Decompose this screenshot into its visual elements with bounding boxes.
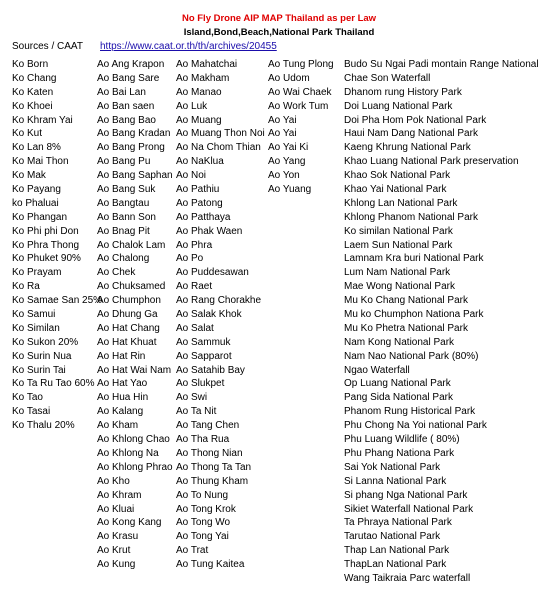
islands-column (12, 58, 102, 433)
list-item: Ao Tong Krok (176, 503, 236, 515)
list-item: Ao Manao (176, 86, 222, 98)
list-item: Ko Ra (12, 281, 40, 293)
list-item: ThapLan National Park (344, 559, 447, 571)
list-item: Ao Puddesawan (176, 267, 249, 279)
list-item: Ao Ang Krapon (97, 59, 165, 70)
list-item: Ao Tang Chen (176, 420, 240, 432)
list-item: Tarutao National Park (344, 531, 441, 543)
list-item: Ao Thong Nian (176, 447, 243, 459)
national-parks-column (344, 58, 539, 586)
list-item: Si Lanna National Park (344, 475, 447, 487)
list-item: Ao Raet (176, 281, 213, 293)
list-item: Ao Hat Rin (97, 350, 146, 362)
list-item: Ko Surin Nua (12, 350, 72, 362)
list-item: Ao Hat Chang (97, 322, 160, 334)
list-item: Nam Kong National Park (344, 336, 455, 348)
list-item: Sikiet Waterfall National Park (344, 503, 474, 515)
list-item: Ao Khlong Na (97, 447, 159, 459)
list-item: Ko Surin Tai (12, 364, 66, 376)
list-item: Ao Tha Rua (176, 434, 230, 446)
list-item: Ao Wai Chaek (268, 86, 332, 98)
list-item: Ao Bang Pu (97, 156, 151, 168)
list-item: Ao Bang Suk (97, 184, 156, 196)
list-item: Ko Khram Yai (12, 114, 73, 126)
list-item: Ao Salat (176, 322, 214, 334)
list-item: Ao Kho (97, 475, 130, 487)
list-item: Ao Bang Bao (97, 114, 156, 126)
list-item: Budo Su Ngai Padi montain Range National (344, 59, 539, 70)
list-item: Ko Tasai (12, 406, 51, 418)
list-item: Ao Luk (176, 100, 208, 112)
list-item: Ao Hat Khuat (97, 336, 157, 348)
list-item: Ao Bang Sare (97, 72, 160, 84)
list-item: Ko Tao (12, 392, 43, 404)
list-item: Ko Kut (12, 128, 43, 140)
source-link[interactable]: https://www.caat.or.th/th/archives/20455 (100, 41, 277, 52)
list-item: Ko Khoei (12, 100, 53, 112)
list-item: Ao Tong Yai (176, 531, 229, 543)
list-item: Ao To Nung (176, 489, 229, 501)
list-item: Mae Wong National Park (344, 281, 455, 293)
list-item: Ao Krasu (97, 531, 139, 543)
list-item: Ao Sammuk (176, 336, 231, 348)
list-item: Ao Yai Ki (268, 142, 309, 154)
list-item: Ao Makham (176, 72, 230, 84)
bays-column-a (97, 58, 173, 572)
list-item: Ao Kung (97, 559, 136, 571)
list-item: Ao Slukpet (176, 378, 225, 390)
list-item: Ko Similan (12, 322, 60, 334)
page-subtitle: Island,Bond,Beach,National Park Thailand (183, 27, 375, 38)
list-item: Ao Mahatchai (176, 59, 238, 70)
list-item: Ao Na Chom Thian (176, 142, 261, 154)
list-item: Si phang Nga National Park (344, 489, 468, 501)
list-item: Ao Khlong Chao (97, 434, 170, 446)
list-item: Ao NaKlua (176, 156, 224, 168)
list-item: Ko Samui (12, 309, 56, 321)
list-item: Dhanom rung History Park (344, 86, 462, 98)
list-item: Wang Taikraia Parc waterfall (344, 572, 471, 584)
list-item: Ao Bann Son (97, 211, 156, 223)
list-item: Ko Mak (12, 170, 46, 182)
list-item: Ao Tung Kaitea (176, 559, 245, 571)
list-item: Ko Prayam (12, 267, 62, 279)
list-item: Laem Sun National Park (344, 239, 453, 251)
list-item: Ao Tung Plong (268, 59, 334, 70)
list-item: Ao Pathiu (176, 184, 220, 196)
list-item: Ao Yai (268, 114, 297, 126)
list-item: Ao Chuksamed (97, 281, 166, 293)
list-item: Ao Work Tum (268, 100, 329, 112)
list-item: Ao Kong Kang (97, 517, 162, 529)
list-item: Haui Nam Dang National Park (344, 128, 478, 140)
list-item: Ao Thung Kham (176, 475, 249, 487)
list-item: Ao Thong Ta Tan (176, 461, 252, 473)
list-item: Ao Ban saen (97, 100, 155, 112)
list-item: Ko similan National Park (344, 225, 453, 237)
list-item: Pang Sida National Park (344, 392, 453, 404)
list-item: Khlong Phanom National Park (344, 211, 478, 223)
list-item: Ao Salak Khok (176, 309, 242, 321)
list-item: Ao Bangtau (97, 197, 150, 209)
list-item: Kaeng Khrung National Park (344, 142, 471, 154)
list-item: Ko Born (12, 59, 49, 70)
list-item: Ao Swi (176, 392, 208, 404)
list-item: Ao Yon (268, 170, 300, 182)
list-item: Ao Trat (176, 545, 209, 557)
list-item: Ko Samae San 25% (12, 295, 103, 307)
list-item: Doi Luang National Park (344, 100, 453, 112)
list-item: Ao Muang Thon Noi (176, 128, 265, 140)
list-item: Ao Krut (97, 545, 131, 557)
list-item: Ao Chalong (97, 253, 150, 265)
list-item: Ko Payang (12, 184, 61, 196)
list-item: Phu Luang Wildlife ( 80%) (344, 434, 460, 446)
list-item: Ao Bang Prong (97, 142, 165, 154)
list-item: Mu ko Chumphon Nationa Park (344, 309, 484, 321)
list-item: Ao Bang Kradan (97, 128, 171, 140)
list-item: Ao Kham (97, 420, 139, 432)
list-item: Ao Dhung Ga (97, 309, 158, 321)
list-item: Ko Phuket 90% (12, 253, 81, 265)
bays-column-b (176, 58, 265, 572)
list-item: Phu Phang Nationa Park (344, 447, 455, 459)
list-item: Khlong Lan National Park (344, 197, 458, 209)
list-item: Chae Son Waterfall (344, 72, 431, 84)
list-item: Ko Phra Thong (12, 239, 80, 251)
list-item: Ao Chek (97, 267, 136, 279)
list-item: Ao Phra (176, 239, 213, 251)
list-item: Nam Nao National Park (80%) (344, 350, 479, 362)
list-item: Ao Yuang (268, 184, 312, 196)
list-item: Ao Patthaya (176, 211, 231, 223)
list-item: Khao Luang National Park preservation (344, 156, 519, 168)
list-item: Ngao Waterfall (344, 364, 410, 376)
source-label: Sources / CAAT (12, 41, 83, 52)
list-item: Ko Ta Ru Tao 60% (12, 378, 95, 390)
list-item: Ao Hua Hin (97, 392, 149, 404)
list-item: Ao Rang Chorakhe (176, 295, 262, 307)
page-title: No Fly Drone AIP MAP Thailand as per Law (181, 13, 377, 24)
list-item: Ao Muang (176, 114, 222, 126)
list-item: Sai Yok National Park (344, 461, 441, 473)
list-item: Ko Phi phi Don (12, 225, 79, 237)
list-item: Ao Hat Wai Nam (97, 364, 172, 376)
list-item: Ao Kalang (97, 406, 144, 418)
list-item: Ao Chumphon (97, 295, 161, 307)
list-item: Ao Khram (97, 489, 142, 501)
list-item: ko Phaluai (12, 197, 59, 209)
list-item: Lamnam Kra buri National Park (344, 253, 484, 265)
list-item: Ao Udom (268, 72, 310, 84)
list-item: Doi Pha Hom Pok National Park (344, 114, 487, 126)
list-item: Khao Yai National Park (344, 184, 447, 196)
list-item: Ao Bnag Pit (97, 225, 150, 237)
list-item: Phu Chong Na Yoi national Park (344, 420, 487, 432)
list-item: Ko Lan 8% (12, 142, 61, 154)
list-item: Khao Sok National Park (344, 170, 451, 182)
list-item: Mu Ko Chang National Park (344, 295, 468, 307)
list-item: Ko Sukon 20% (12, 336, 79, 348)
list-item: Ko Katen (12, 86, 54, 98)
list-item: Ko Mai Thon (12, 156, 69, 168)
list-item: Mu Ko Phetra National Park (344, 322, 468, 334)
list-item: Phanom Rung Historical Park (344, 406, 476, 418)
list-item: Ao Satahib Bay (176, 364, 245, 376)
list-item: Ao Po (176, 253, 204, 265)
list-item: Ao Tong Wo (176, 517, 231, 529)
list-item: Ta Phraya National Park (344, 517, 452, 529)
list-item: Ao Kluai (97, 503, 135, 515)
list-item: Ao Bai Lan (97, 86, 146, 98)
list-item: Ao Noi (176, 170, 207, 182)
list-item: Op Luang National Park (344, 378, 451, 390)
list-item: Ao Ta Nit (176, 406, 217, 418)
list-item: Ao Chalok Lam (97, 239, 166, 251)
bays-column-c (268, 58, 334, 197)
list-item: Ao Khlong Phrao (97, 461, 173, 473)
list-item: Ao Patong (176, 197, 223, 209)
list-item: Ko Thalu 20% (12, 420, 75, 432)
list-item: Ao Bang Saphan (97, 170, 173, 182)
list-item: Ao Yang (268, 156, 306, 168)
list-item: Ao Phak Waen (176, 225, 243, 237)
list-item: Ao Hat Yao (97, 378, 148, 390)
list-item: Thap Lan National Park (344, 545, 450, 557)
list-item: Ao Sapparot (176, 350, 232, 362)
list-item: Ko Chang (12, 72, 57, 84)
list-item: Lum Nam National Park (344, 267, 451, 279)
list-item: Ko Phangan (12, 211, 68, 223)
list-item: Ao Yai (268, 128, 297, 140)
